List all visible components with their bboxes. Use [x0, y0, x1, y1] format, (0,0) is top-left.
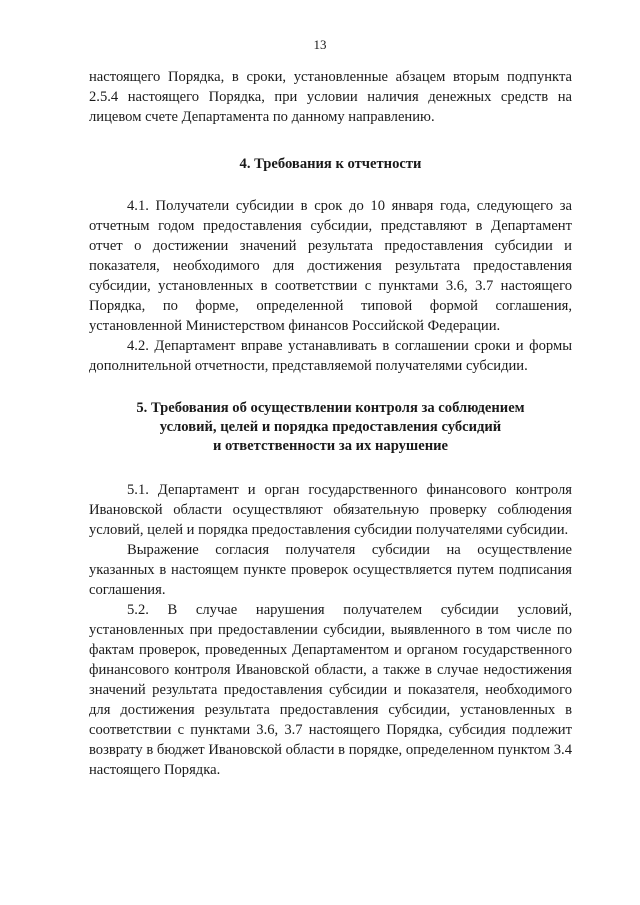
intro-paragraph: настоящего Порядка, в сроки, установленные абзацем вторым подпункта 2.5.4 настоящего Порядка, при условии наличия денежных средств на лицевом счете Департамента по данному направлению. — [89, 69, 572, 125]
section-5-heading — [89, 399, 572, 456]
section-5-heading-line: условий, целей и порядка предоставления субсидий — [159, 419, 502, 435]
paragraph-5-2: 5.2. В случае нарушения получателем субсидии условий, установленных при предоставлении субсидии, выявленного в том числе по фактам проверок, проведенных Департаментом и органом государственного финансового контроля Ивановской области, а также в случае недостижения значений результата предоставления субсидии и показателя, необходимого для достижения результата предоставления субсидии, установленных в соответствии с пунктами 3.6, 3.7 настоящего Порядка, субсидия подлежит возврату в бюджет Ивановской области в порядке, определенном пунктом 3.4 настоящего Порядка. — [89, 602, 572, 778]
document-body — [89, 67, 572, 780]
page-number: 13 — [313, 37, 327, 52]
paragraph-5-1: 5.1. Департамент и орган государственного финансового контроля Ивановской области осуществляют обязательную проверку соблюдения условий, целей и порядка предоставления субсидии получателями субсидии. — [89, 482, 572, 538]
paragraph-4-2: 4.2. Департамент вправе устанавливать в соглашении сроки и формы дополнительной отчетности, представляемой получателями субсидии. — [89, 338, 572, 374]
section-4-heading: 4. Требования к отчетности — [239, 156, 422, 172]
paragraph-4-1: 4.1. Получатели субсидии в срок до 10 января года, следующего за отчетным годом предоставления субсидии, представляют в Департамент отчет о достижении значений результата предоставления субсидии и показателя, необходимого для достижения результата предоставления субсидии, установленных в соответствии с пунктами 3.6, 3.7 настоящего Порядка, по форме, определенной типовой формой соглашения, установленной Министерством финансов Российской Федерации. — [89, 198, 572, 334]
section-5-heading-line: 5. Требования об осуществлении контроля за соблюдением — [136, 400, 525, 416]
paragraph-5-1-consent: Выражение согласия получателя субсидии на осуществление указанных в настоящем пункте проверок осуществляется путем подписания соглашения. — [89, 542, 572, 598]
section-5-heading-line: и ответственности за их нарушение — [212, 438, 449, 454]
